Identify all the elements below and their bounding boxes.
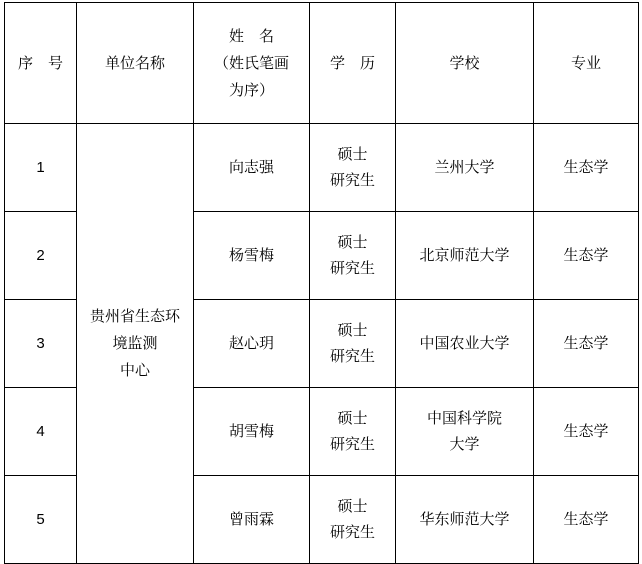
cell-degree (310, 124, 396, 212)
header-cell-major: 专业 (534, 3, 639, 124)
header-cell-name (194, 3, 310, 124)
degree-line-1: 硕士 (337, 409, 368, 427)
school-line-1: 中国科学院 (426, 409, 502, 427)
cell-degree (310, 476, 396, 564)
degree-line-1: 硕士 (337, 497, 368, 515)
cell-name: 杨雪梅 (194, 212, 310, 300)
cell-name: 曾雨霖 (194, 476, 310, 564)
school-line-1: 华东师范大学 (419, 510, 510, 528)
cell-no: 2 (5, 212, 77, 300)
header-cell-school: 学校 (396, 3, 534, 124)
degree-line-2: 研究生 (329, 347, 375, 365)
school-line-2: 大学 (449, 435, 480, 453)
degree-line-2: 研究生 (329, 523, 375, 541)
cell-name: 向志强 (194, 124, 310, 212)
cell-school (396, 212, 534, 300)
cell-major: 生态学 (534, 212, 639, 300)
cell-school (396, 476, 534, 564)
school-line-1: 北京师范大学 (419, 246, 510, 264)
header-cell-no: 序 号 (5, 3, 77, 124)
cell-school (396, 300, 534, 388)
degree-line-1: 硕士 (337, 233, 368, 251)
degree-line-1: 硕士 (337, 145, 368, 163)
cell-degree (310, 388, 396, 476)
cell-name: 赵心玥 (194, 300, 310, 388)
table-header (5, 3, 639, 124)
cell-major: 生态学 (534, 388, 639, 476)
cell-major: 生态学 (534, 300, 639, 388)
header-name-line-3: 为序） (228, 81, 274, 99)
table-body (5, 124, 639, 564)
school-line-1: 兰州大学 (434, 158, 495, 176)
header-name-line-1: 姓 名 (228, 27, 274, 45)
header-name-line-2: （姓氏笔画 (213, 54, 289, 72)
degree-line-2: 研究生 (329, 171, 375, 189)
unit-line-2: 境监测 (112, 335, 158, 352)
degree-line-2: 研究生 (329, 259, 375, 277)
candidate-roster-table (4, 2, 639, 564)
degree-line-1: 硕士 (337, 321, 368, 339)
unit-line-3: 中心 (119, 362, 150, 379)
school-line-1: 中国农业大学 (419, 334, 510, 352)
cell-degree (310, 212, 396, 300)
cell-school (396, 388, 534, 476)
document-page (0, 2, 642, 549)
cell-name: 胡雪梅 (194, 388, 310, 476)
cell-no: 5 (5, 476, 77, 564)
header-cell-unit: 单位名称 (77, 3, 194, 124)
cell-degree (310, 300, 396, 388)
cell-no: 1 (5, 124, 77, 212)
cell-school (396, 124, 534, 212)
cell-no: 4 (5, 388, 77, 476)
cell-major: 生态学 (534, 476, 639, 564)
header-row (5, 3, 639, 124)
unit-line-1: 贵州省生态环 (89, 308, 180, 325)
cell-major: 生态学 (534, 124, 639, 212)
degree-line-2: 研究生 (329, 435, 375, 453)
cell-unit-merged (77, 124, 194, 564)
cell-no: 3 (5, 300, 77, 388)
header-cell-degree: 学 历 (310, 3, 396, 124)
table-row (5, 124, 639, 212)
